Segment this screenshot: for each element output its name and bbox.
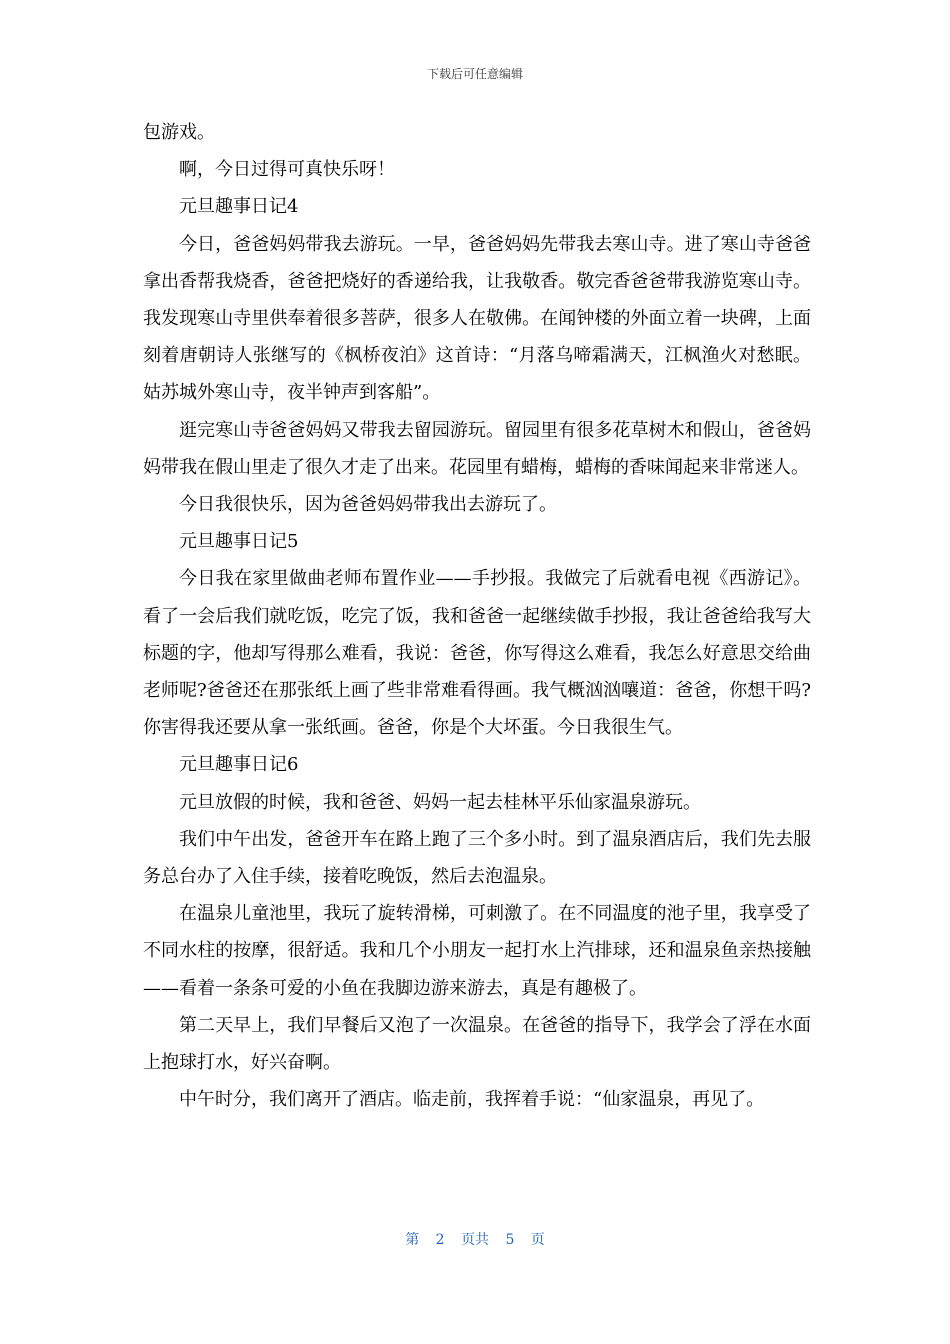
- paragraph: 今日我在家里做曲老师布置作业——手抄报。我做完了后就看电视《西游记》。看了一会后我们就吃饭，吃完了饭，我和爸爸一起继续做手抄报，我让爸爸给我写大标题的字，他却写得那么难看，我说：爸爸，你写得这么难看，我怎么好意思交给曲老师呢?爸爸还在那张纸上画了些非常难看得画。我气概汹汹嚷道：爸爸，你想干吗?你害得我还要从拿一张纸画。爸爸，你是个大坏蛋。今日我很生气。: [143, 568, 811, 739]
- paragraph: 中午时分，我们离开了酒店。临走前，我挥着手说：“仙家温泉，再见了。: [179, 1089, 765, 1111]
- paragraph: 今日我很快乐，因为爸爸妈妈带我出去游玩了。: [179, 494, 557, 516]
- paragraph: 啊，今日过得可真快乐呀！: [179, 159, 395, 181]
- paragraph: 在温泉儿童池里，我玩了旋转滑梯，可刺激了。在不同温度的池子里，我享受了不同水柱的按摩，很舒适。我和几个小朋友一起打水上汽排球，还和温泉鱼亲热接触——看着一条条可爱的小鱼在我脚边游来游去，真是有趣极了。: [143, 903, 811, 999]
- paragraph-continuation: 包游戏。: [143, 122, 215, 143]
- paragraph: 元旦放假的时候，我和爸爸、妈妈一起去桂林平乐仙家温泉游玩。: [179, 791, 701, 813]
- paragraph: 逛完寒山寺爸爸妈妈又带我去留园游玩。留园里有很多花草树木和假山，爸爸妈妈带我在假山里走了很久才走了出来。花园里有蜡梅，蜡梅的香味闻起来非常迷人。: [143, 419, 811, 478]
- paragraph: 第二天早上，我们早餐后又泡了一次温泉。在爸爸的指导下，我学会了浮在水面上抱球打水，好兴奋啊。: [143, 1014, 811, 1074]
- paragraph: 今日，爸爸妈妈带我去游玩。一早，爸爸妈妈先带我去寒山寺。进了寒山寺爸爸拿出香帮我烧香，爸爸把烧好的香递给我，让我敬香。敬完香爸爸带我游览寒山寺。我发现寒山寺里供奉着很多菩萨，很多人在敬佛。在闻钟楼的外面立着一块碑，上面刻着唐朝诗人张继写的《枫桥夜泊》这首诗：“月落乌啼霜满天，江枫渔火对愁眠。姑苏城外寒山寺，夜半钟声到客船”。: [143, 233, 811, 404]
- section-heading-diary-5: 元旦趣事日记5: [179, 531, 299, 553]
- page-number-footer: 第 2 页共 5 页: [405, 1232, 545, 1248]
- paragraph: 我们中午出发，爸爸开车在路上跑了三个多小时。到了温泉酒店后，我们先去服务总台办了入住手续，接着吃晚饭，然后去泡温泉。: [143, 828, 811, 888]
- section-heading-diary-6: 元旦趣事日记6: [179, 754, 299, 776]
- document-body: [143, 114, 811, 1118]
- section-heading-diary-4: 元旦趣事日记4: [179, 196, 299, 218]
- page-header: 下载后可任意编辑: [426, 67, 523, 81]
